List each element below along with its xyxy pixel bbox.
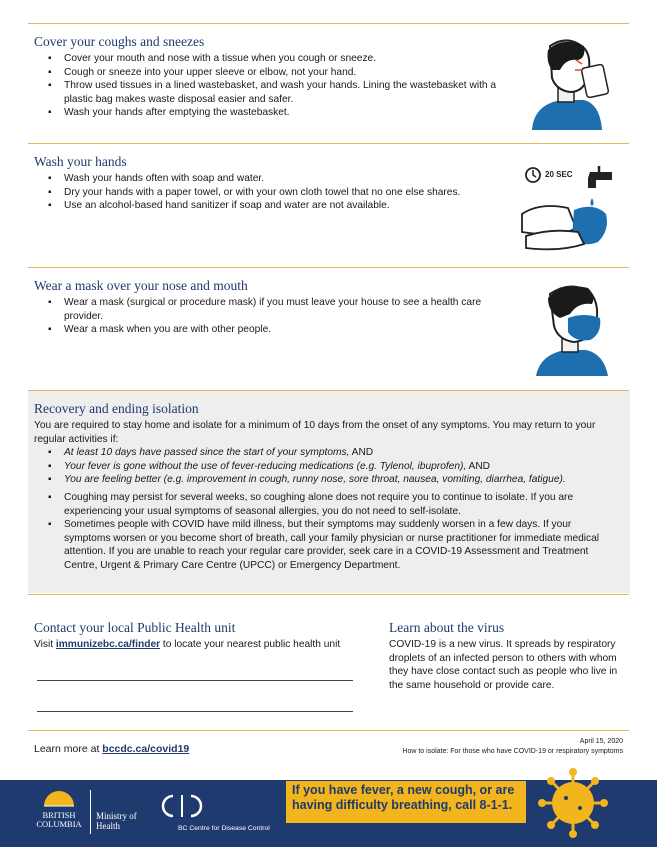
top-rule xyxy=(28,23,629,24)
cover-heading: Cover your coughs and sneezes xyxy=(34,34,205,49)
mask-person-icon xyxy=(530,280,614,376)
bccdc-name: BC Centre for Disease Control xyxy=(178,825,270,832)
rule-2 xyxy=(28,267,629,268)
ministry-line1: Ministry of xyxy=(96,811,137,821)
wash-heading: Wash your hands xyxy=(34,154,127,169)
list-item xyxy=(64,446,614,460)
learn-more xyxy=(34,743,189,755)
condition-suffix: AND xyxy=(349,447,374,459)
list-item: ▪ Wear a mask (surgical or procedure mask) if you must leave your house to see a health care provider. xyxy=(64,296,494,323)
list-item: ▪ Dry your hands with a paper towel, or with your own cloth towel that no one else shares. xyxy=(64,186,514,200)
list-item: ▪ Cover your mouth and nose with a tissue when you cough or sneeze. xyxy=(64,52,504,66)
learn-section xyxy=(389,620,629,692)
learn-text: COVID-19 is a new virus. It spreads by respiratory droplets of an infected person to others with whom they have close contact such as people who live in the same household or provide care. xyxy=(389,639,618,691)
contact-text xyxy=(34,638,364,652)
timer-label: 20 SEC xyxy=(545,170,573,179)
wash-list xyxy=(34,172,514,213)
doc-date: April 15, 2020 xyxy=(579,738,623,745)
bccdc-logo-icon xyxy=(158,793,206,819)
recovery-section xyxy=(34,401,614,573)
call-811-callout: If you have fever, a new cough, or are having difficulty breathing, call 8-1-1. xyxy=(286,781,526,823)
contact-suffix: to locate your nearest public health unit xyxy=(160,639,341,650)
condition-suffix: AND xyxy=(466,460,491,472)
list-item: ▪ Wash your hands often with soap and water. xyxy=(64,172,514,186)
rule-1 xyxy=(28,143,629,144)
contact-heading: Contact your local Public Health unit xyxy=(34,620,236,635)
condition-text: Your fever is gone without the use of fever-reducing medications (e.g. Tylenol, ibuprofen), xyxy=(64,460,467,472)
footer-divider xyxy=(90,790,91,834)
list-item: ▪ Coughing may persist for several weeks, so coughing alone does not require you to continue to isolate. If you are experiencing your usual symptoms of seasonal allergies, you do not need to self-isolate. xyxy=(64,491,614,518)
ministry-line2: Health xyxy=(96,821,120,831)
wash-section xyxy=(34,154,514,213)
ministry-label xyxy=(96,811,137,831)
recovery-heading: Recovery and ending isolation xyxy=(34,401,199,416)
mask-list xyxy=(34,296,494,337)
recovery-notes xyxy=(34,491,614,573)
cover-section xyxy=(34,34,504,120)
cough-person-icon xyxy=(522,34,618,130)
cover-list xyxy=(34,52,504,120)
list-item: ▪ Wear a mask when you are with other people. xyxy=(64,323,494,337)
bc-line2: COLUMBIA xyxy=(36,819,82,829)
mask-heading: Wear a mask over your nose and mouth xyxy=(34,278,248,293)
list-item xyxy=(64,460,614,474)
list-item: ▪ Throw used tissues in a lined wastebasket, and wash your hands. Lining the wastebasket with a plastic bag makes waste disposal easier and safer. xyxy=(64,79,504,106)
list-item xyxy=(64,473,614,487)
contact-prefix: Visit xyxy=(34,639,56,650)
condition-text: At least 10 days have passed since the start of your symptoms, xyxy=(64,447,350,459)
virus-icon xyxy=(536,766,610,840)
list-item: ▪ Use an alcohol-based hand sanitizer if soap and water are not available. xyxy=(64,199,514,213)
list-item: ▪ Sometimes people with COVID have mild illness, but their symptoms may suddenly worsen in a few days. If your symptoms worsen or you become short of breath, call your family physician or nurse practitioner for immediate medical attention. If you are unable to reach your regular care provider, seek care in a COVID-19 Assessment and Treatment Centre, Urgent & Primary Care Centre (UPCC) or Emergency Department. xyxy=(64,518,614,572)
learn-more-prefix: Learn more at xyxy=(34,743,103,755)
write-in-line xyxy=(37,680,353,681)
learn-heading: Learn about the virus xyxy=(389,620,505,635)
write-in-line xyxy=(37,711,353,712)
bccdc-link[interactable]: bccdc.ca/covid19 xyxy=(102,743,190,755)
list-item: ▪ Wash your hands after emptying the wastebasket. xyxy=(64,106,504,120)
recovery-conditions xyxy=(34,446,614,487)
rule-4 xyxy=(28,594,629,595)
bc-sun-logo-icon xyxy=(42,788,76,808)
mask-section xyxy=(34,278,494,337)
contact-section xyxy=(34,620,364,652)
condition-text: You are feeling better (e.g. improvement in cough, runny nose, sore throat, nausea, vomiting, diarrhea, fatigue). xyxy=(64,474,566,486)
list-item: ▪ Cough or sneeze into your upper sleeve or elbow, not your hand. xyxy=(64,66,504,80)
recovery-intro: You are required to stay home and isolate for a minimum of 10 days from the onset of any symptoms. You may return to your regular activities if: xyxy=(34,420,596,445)
doc-title: How to isolate: For those who have COVID-19 or respiratory symptoms xyxy=(402,748,623,755)
rule-5 xyxy=(28,730,629,731)
bc-line1: BRITISH xyxy=(42,810,76,820)
bc-wordmark xyxy=(34,811,84,829)
immunizebc-link[interactable]: immunizebc.ca/finder xyxy=(55,639,161,650)
